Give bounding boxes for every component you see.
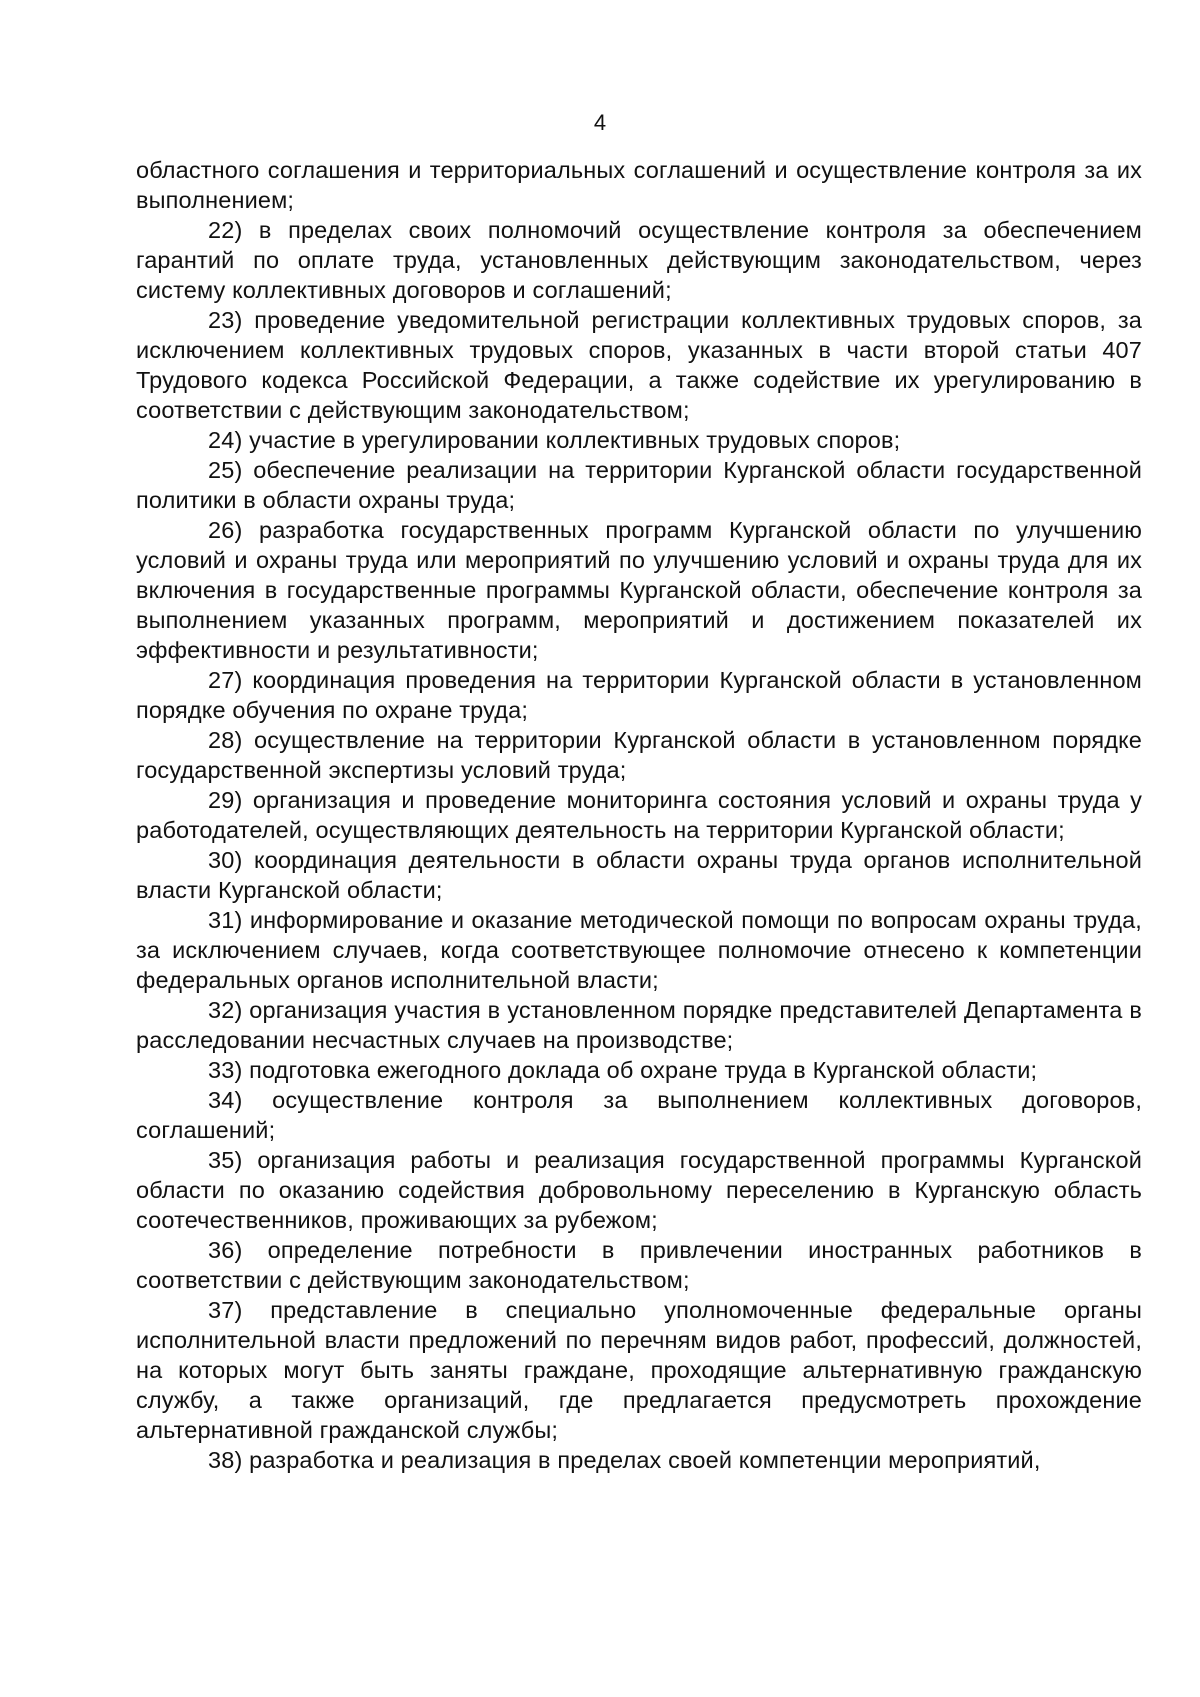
list-item-33: 33) подготовка ежегодного доклада об охране труда в Курганской области; [208, 1057, 1038, 1083]
document-body [136, 155, 1142, 1475]
page-number: 4 [593, 110, 607, 135]
list-item-29: 29) организация и проведение мониторинга состояния условий и охраны труда у работодателей, осуществляющих деятельность на территории Курганской области; [136, 787, 1142, 843]
list-item-38: 38) разработка и реализация в пределах своей компетенции мероприятий, [208, 1447, 1041, 1473]
list-item-35: 35) организация работы и реализация государственной программы Курганской области по оказанию содействия добровольному переселению в Курганскую область соотечественников, проживающих за рубежом; [136, 1147, 1142, 1233]
list-item-30: 30) координация деятельности в области охраны труда органов исполнительной власти Курганской области; [136, 847, 1142, 903]
list-item-23: 23) проведение уведомительной регистрации коллективных трудовых споров, за исключением коллективных трудовых споров, указанных в части второй статьи 407 Трудового кодекса Российской Федерации, а также содействие их урегулированию в соответствии с действующим законодательством; [136, 307, 1142, 423]
paragraph-continuation: областного соглашения и территориальных соглашений и осуществление контроля за их выполнением; [136, 157, 1142, 213]
list-item-34: 34) осуществление контроля за выполнением коллективных договоров, соглашений; [136, 1087, 1142, 1143]
list-item-28: 28) осуществление на территории Курганской области в установленном порядке государственной экспертизы условий труда; [136, 727, 1142, 783]
list-item-26: 26) разработка государственных программ Курганской области по улучшению условий и охраны труда или мероприятий по улучшению условий и охраны труда для их включения в государственные программы Курганской области, обеспечение контроля за выполнением указанных программ, мероприятий и достижением показателей их эффективности и результативности; [136, 517, 1142, 663]
list-item-25: 25) обеспечение реализации на территории Курганской области государственной политики в области охраны труда; [136, 457, 1142, 513]
list-item-32: 32) организация участия в установленном порядке представителей Департамента в расследовании несчастных случаев на производстве; [136, 997, 1142, 1053]
list-item-36: 36) определение потребности в привлечении иностранных работников в соответствии с действующим законодательством; [136, 1237, 1142, 1293]
list-item-31: 31) информирование и оказание методической помощи по вопросам охраны труда, за исключением случаев, когда соответствующее полномочие отнесено к компетенции федеральных органов исполнительной власти; [136, 907, 1142, 993]
list-item-27: 27) координация проведения на территории Курганской области в установленном порядке обучения по охране труда; [136, 667, 1142, 723]
list-item-37: 37) представление в специально уполномоченные федеральные органы исполнительной власти предложений по перечням видов работ, профессий, должностей, на которых могут быть заняты граждане, проходящие альтернативную гражданскую службу, а также организаций, где предлагается предусмотреть прохождение альтернативной гражданской службы; [136, 1297, 1142, 1443]
list-item-24: 24) участие в урегулировании коллективных трудовых споров; [208, 427, 901, 453]
list-item-22: 22) в пределах своих полномочий осуществление контроля за обеспечением гарантий по оплате труда, установленных действующим законодательством, через систему коллективных договоров и соглашений; [136, 217, 1142, 303]
